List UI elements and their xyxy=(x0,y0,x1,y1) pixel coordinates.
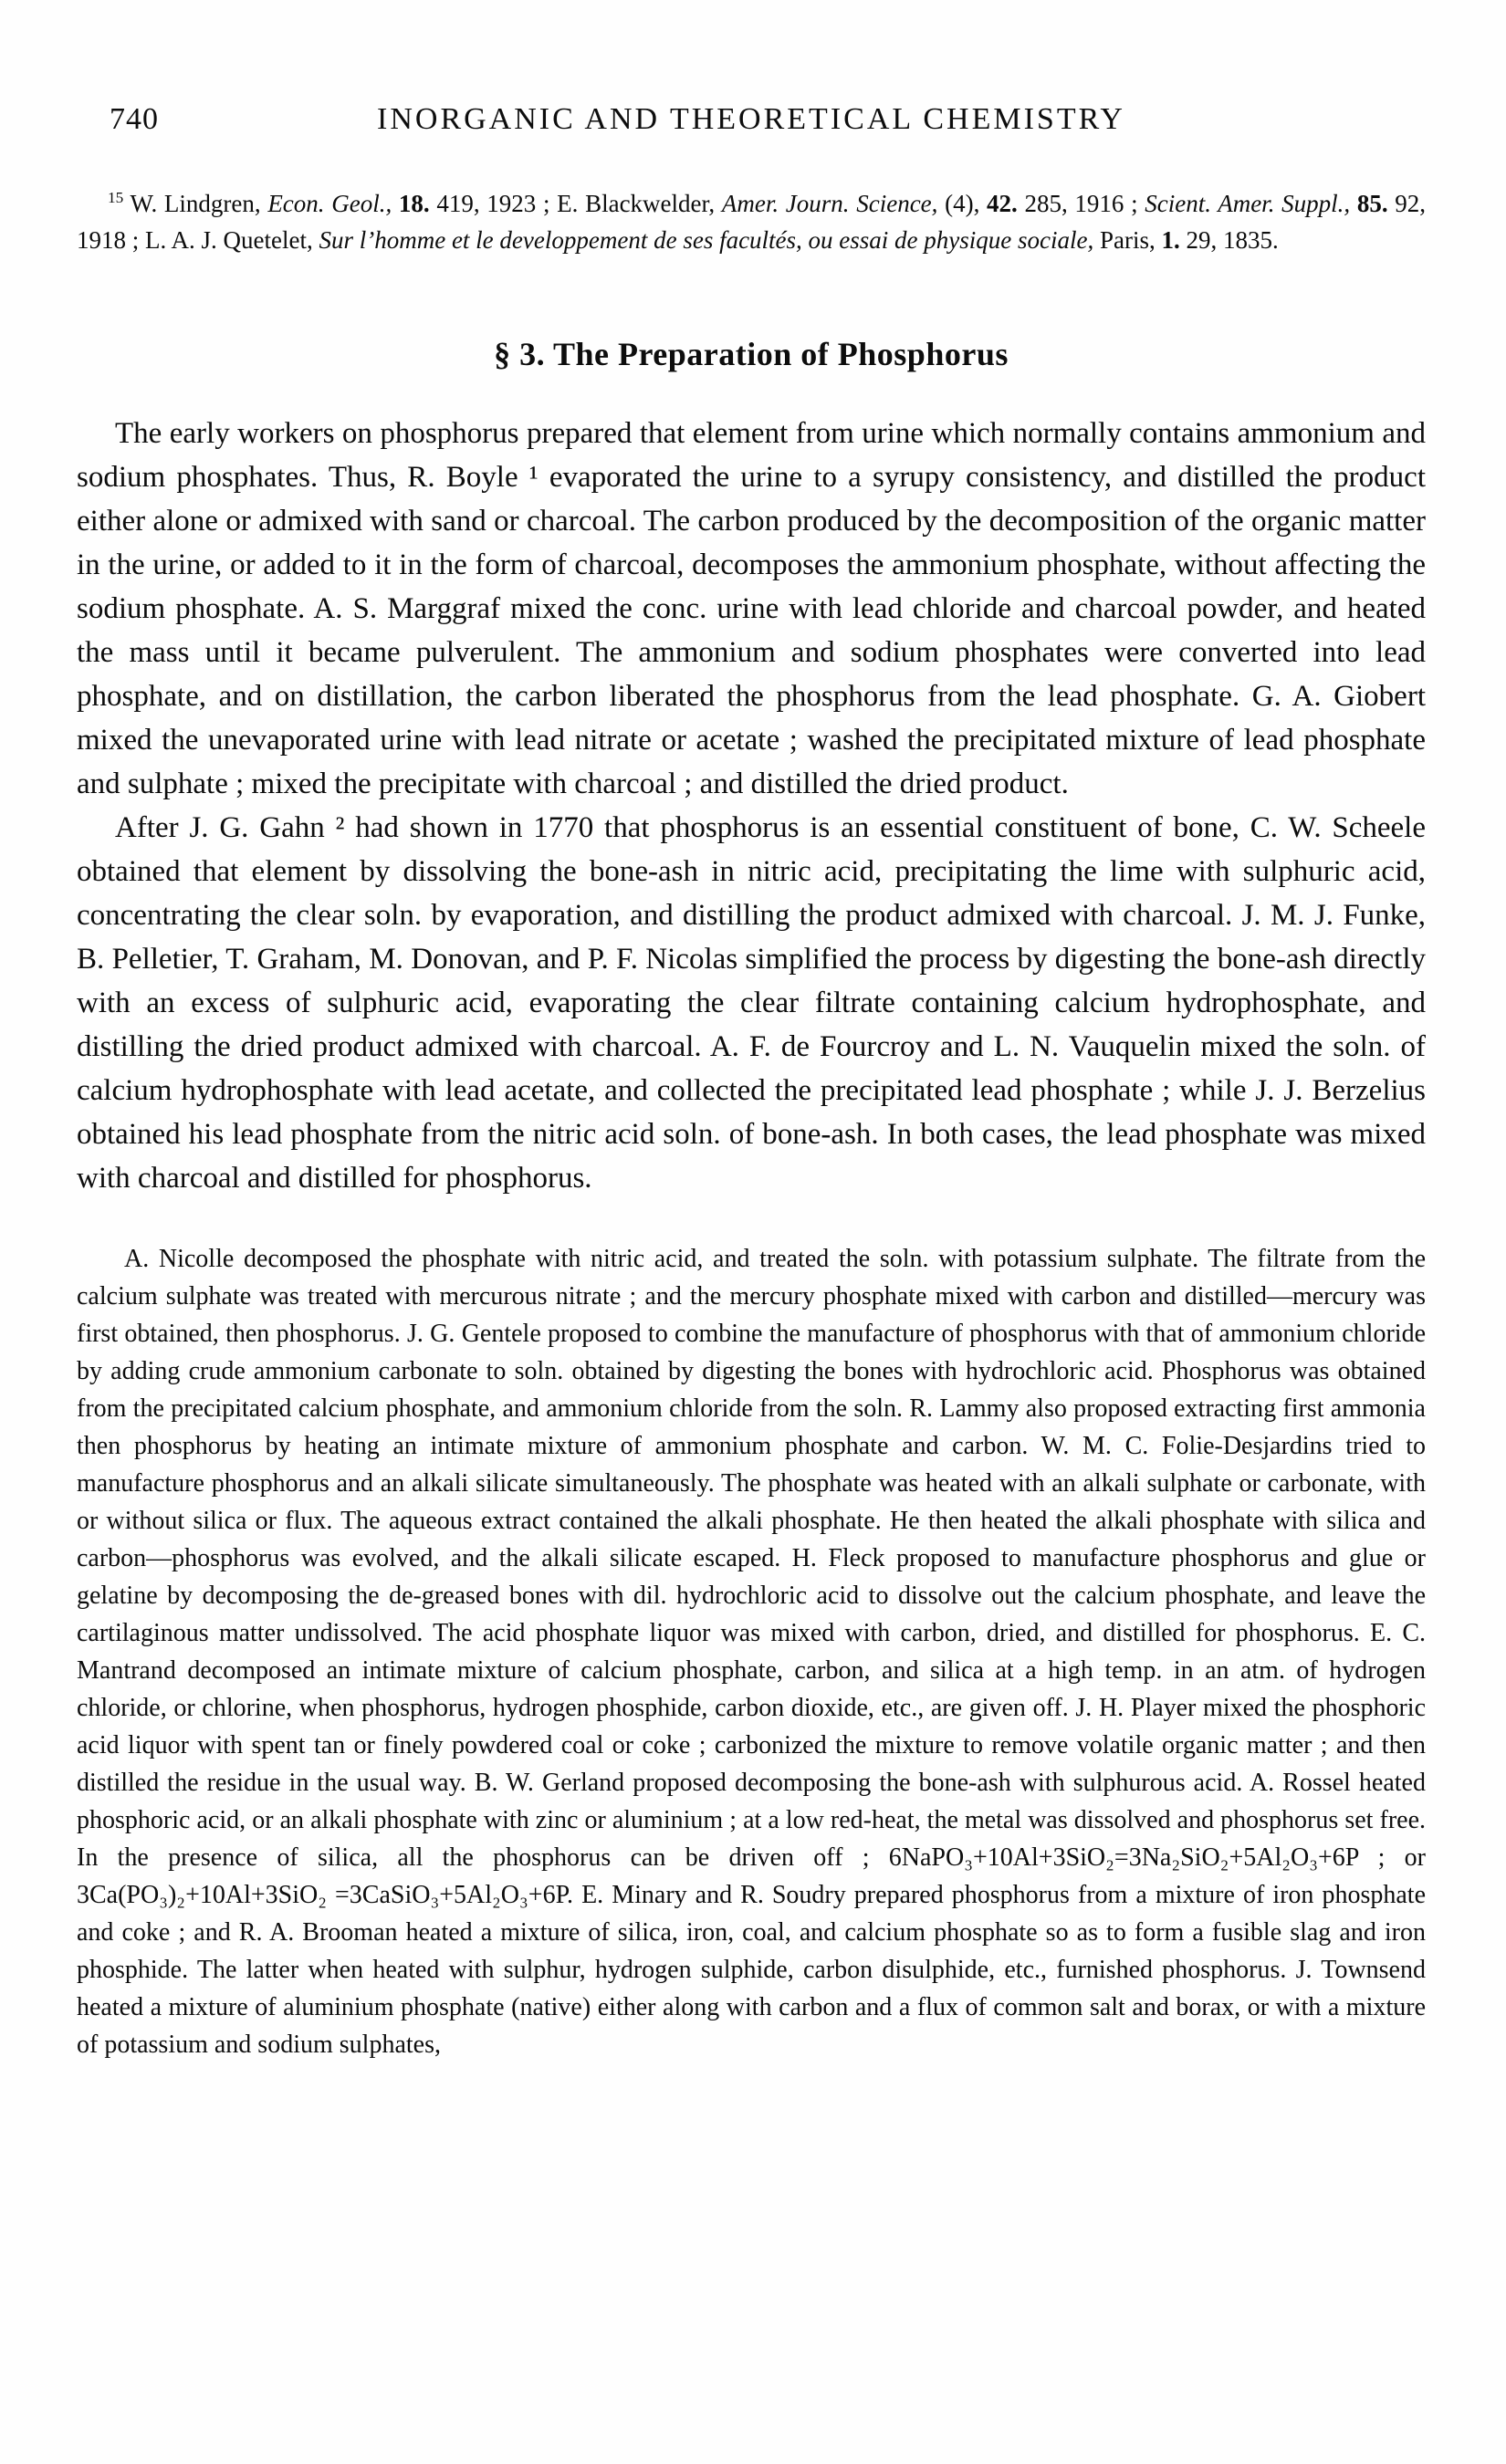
small-print-methods-paragraph: A. Nicolle decomposed the phosphate with nitric acid, and treated the soln. with potassium sulphate. The filtrate from the calcium sulphate was treated with mercurous nitrate ; and the mercury phosphate mixed with carbon and distilled—mercury was first obtained, then phosphorus. J. G. Gentele proposed to combine the manufacture of phosphorus with that of ammonium chloride by adding crude ammonium carbonate to soln. obtained by digesting the bones with hydrochloric acid. Phosphorus was obtained from the precipitated calcium phosphate, and ammonium chloride from the soln. R. Lammy also proposed extracting first ammonia then phosphorus by heating an intimate mixture of ammonium phosphate and carbon. W. M. C. Folie-Desjardins tried to manufacture phosphorus and an alkali silicate simultaneously. The phosphate was heated with an alkali sulphate or carbonate, with or without silica or flux. The aqueous extract contained the alkali phosphate. He then heated the alkali phosphate with silica and carbon—phosphorus was evolved, and the alkali silicate escaped. H. Fleck proposed to manufacture phosphorus and glue or gelatine by decomposing the de-greased bones with dil. hydrochloric acid to dissolve out the calcium phosphate, and leave the cartilaginous matter undissolved. The acid phosphate liquor was mixed with carbon, dried, and distilled for phosphorus. E. C. Mantrand decomposed an intimate mixture of calcium phosphate, carbon, and silica at a high temp. in an atm. of hydrogen chloride, or chlorine, when phosphorus, hydrogen phosphide, carbon dioxide, etc., are given off. J. H. Player mixed the phosphoric acid liquor with spent tan or finely powdered coal or coke ; carbonized the mixture to remove volatile organic matter ; and then distilled the residue in the usual way. B. W. Gerland proposed decomposing the bone-ash with sulphurous acid. A. Rossel heated phosphoric acid, or an alkali phosphate with zinc or aluminium ; at a low red-heat, the metal was dissolved and phosphorus set free. In the presence of silica, all the phosphorus can be driven off ; 6NaPO₃+10Al+3SiO₂=3Na₂SiO₂+5Al₂O₃+6P ; or 3Ca(PO₃)₂+10Al+3SiO₂ =3CaSiO₃+5Al₂O₃+6P. E. Minary and R. Soudry prepared phosphorus from a mixture of iron phosphate and coke ; and R. A. Brooman heated a mixture of silica, iron, coal, and calcium phosphate so as to form a fusible slag and iron phosphide. The latter when heated with sulphur, hydrogen sulphide, carbon disulphide, etc., furnished phosphorus. J. Townsend heated a mixture of aluminium phosphate (native) either along with carbon and a flux of common salt and borax, or with a mixture of potassium and sodium sulphates, xyxy=(77,1245,1426,2060)
footnote-segment: 29, 1835. xyxy=(1179,226,1279,255)
footnote-segment: 285, 1916 ; xyxy=(1017,190,1145,218)
paragraph-early-workers-urine: The early workers on phosphorus prepared that element from urine which normally contains ammonium and sodium phosphates. Thus, R. Boyle ¹ evaporated the urine to a syrupy consistency, and distilled the product either alone or admixed with sand or charcoal. The carbon produced by the decomposition of the organic matter in the urine, or added to it in the form of charcoal, decomposes the ammonium phosphate, without affecting the sodium phosphate. A. S. Marggraf mixed the conc. urine with lead chloride and charcoal powder, and heated the mass until it became pulverulent. The ammonium and sodium phosphates were converted into lead phosphate, and on distillation, the carbon liberated the phosphorus from the lead phosphate. G. A. Giobert mixed the unevaporated urine with lead nitrate or acetate ; washed the precipitated mixture of lead phosphate and sulphate ; mixed the precipitate with charcoal ; and distilled the dried product. xyxy=(77,417,1426,801)
footnote-segment xyxy=(1350,190,1357,217)
running-title: INORGANIC AND THEORETICAL CHEMISTRY xyxy=(377,102,1125,136)
footnote-segment: Paris, xyxy=(1093,226,1162,255)
footnote-reference xyxy=(77,185,1426,258)
footnote-segment: Scient. Amer. Suppl., xyxy=(1145,190,1351,218)
footnote-segment: W. Lindgren, xyxy=(123,190,268,218)
footnote-segment: 42. xyxy=(987,190,1018,218)
footnote-segment: 85. xyxy=(1356,190,1388,218)
footnote-segment: Econ. Geol., xyxy=(267,190,392,218)
footnote-segment xyxy=(392,190,399,217)
footnote-segment: 92, 1918 ; L. A. J. Quetelet, xyxy=(77,190,1426,255)
footnote-segment: 15 xyxy=(108,189,124,207)
section-heading: § 3. The Preparation of Phosphorus xyxy=(494,336,1009,373)
footnote-segment: 18. xyxy=(398,190,430,218)
footnote-segment: (4), xyxy=(937,190,988,218)
footnote-segment: Sur l’homme et le developpement de ses facultés, ou essai de physique sociale, xyxy=(319,226,1094,255)
page-header xyxy=(77,102,1426,136)
paragraph-gahn-bone-ash: After J. G. Gahn ² had shown in 1770 that phosphorus is an essential constituent of bone, C. W. Scheele obtained that element by dissolving the bone-ash in nitric acid, precipitating the lime with sulphuric acid, concentrating the clear soln. by evaporation, and distilling the product admixed with charcoal. J. M. J. Funke, B. Pelletier, T. Graham, M. Donovan, and P. F. Nicolas simplified the process by digesting the bone-ash directly with an excess of sulphuric acid, evaporating the clear filtrate containing calcium hydrophosphate, and distilling the dried product admixed with charcoal. A. F. de Fourcroy and L. N. Vauquelin mixed the soln. of calcium hydrophosphate with lead acetate, and collected the precipitated lead phosphate ; while J. J. Berzelius obtained his lead phosphate from the nitric acid soln. of bone-ash. In both cases, the lead phosphate was mixed with charcoal and distilled for phosphorus. xyxy=(77,811,1426,1195)
footnote-segment: Amer. Journ. Science, xyxy=(721,190,938,218)
footnote-segment: 419, 1923 ; E. Blackwelder, xyxy=(429,190,722,218)
page-number: 740 xyxy=(110,102,159,136)
footnote-segment: 1. xyxy=(1161,226,1180,255)
